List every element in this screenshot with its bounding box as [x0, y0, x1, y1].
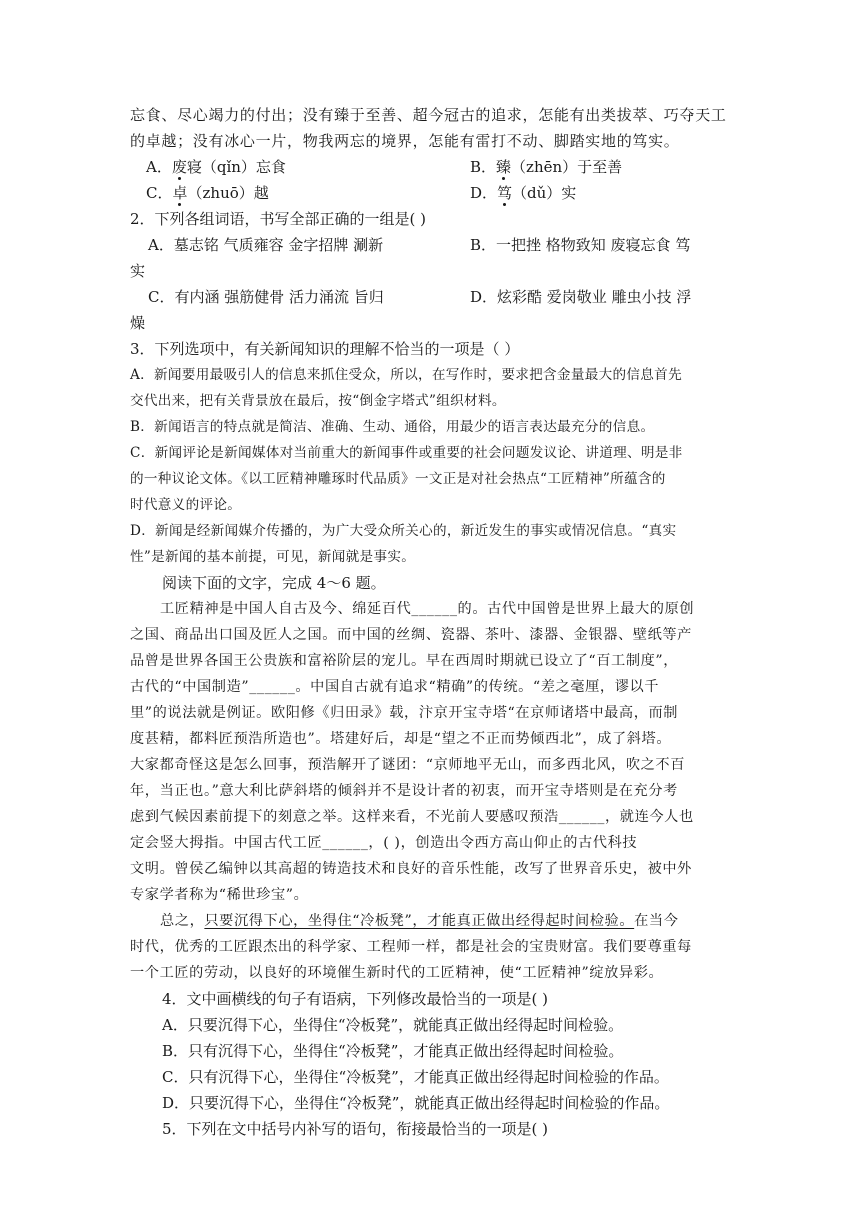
q2-option-b: B．一把挫 格物致知 废寝忘食 笃	[470, 236, 691, 254]
passage-line-2: 之国、商品出口国及匠人之国。而中国的丝绸、瓷器、茶叶、漆器、金银器、壁纸等产	[130, 627, 692, 643]
underlined-sentence: 只要沉得下心，坐得住“冷板凳”，才能真正做出经得起时间检验。	[204, 913, 635, 929]
q5-stem: 5．下列在文中括号内补写的语句，衔接最恰当的一项是( )	[162, 1120, 549, 1138]
q3-option-a-line-2: 交代出来，把有关背景放在最后，按“倒金字塔式”组织材料。	[130, 393, 506, 409]
q1-options-row-1	[130, 154, 730, 180]
passage-line-7: 大家都奇怪这是怎么回事，预浩解开了谜团：“京师地平无山，而多西北风，吹之不百	[130, 757, 685, 773]
passage-para2-line-2: 时代，优秀的工匠跟杰出的科学家、工程师一样，都是社会的宝贵财富。我们要尊重每	[130, 939, 692, 955]
passage-line-11: 文明。曾侯乙编钟以其高超的铸造技术和良好的音乐性能，改写了世界音乐史，被中外	[130, 861, 692, 877]
passage-line-12: 专家学者称为“稀世珍宝”。	[130, 887, 309, 903]
q2-option-c: C．有内涵 强筋健骨 活力涌流 旨归	[148, 288, 384, 306]
q2-options-row-1	[130, 232, 730, 258]
q4-option-b: B．只有沉得下心，坐得住“冷板凳”，才能真正做出经得起时间检验。	[162, 1042, 624, 1060]
q2-option-d-wrap: 燥	[130, 314, 146, 332]
emphasis-dot-char: 卓	[172, 184, 188, 202]
passage-line-6: 度甚精，都料匠预浩所造也”。塔建好后，却是“望之不正而势倾西北”，成了斜塔。	[130, 731, 672, 747]
q3-stem: 3．下列选项中，有关新闻知识的理解不恰当的一项是（ ）	[130, 340, 520, 358]
para2-lead: 总之，	[160, 913, 205, 929]
q4-option-d: D．只要沉得下心，坐得住“冷板凳”，就能真正做出经得起时间检验的作品。	[162, 1094, 670, 1112]
q3-option-c-line-1: C．新闻评论是新闻媒体对当前重大的新闻事件或重要的社会问题发议论、讲道理、明是非	[130, 445, 683, 461]
q3-option-b-line-1: B．新闻语言的特点就是简洁、准确、生动、通俗，用最少的语言表达最充分的信息。	[130, 419, 655, 435]
emphasis-dot-char: 臻	[496, 158, 512, 176]
q3-option-d-line-1: D．新闻是经新闻媒介传播的，为广大受众所关心的，新近发生的事实或情况信息。“真实	[130, 523, 677, 539]
reading-instruction: 阅读下面的文字，完成 4～6 题。	[162, 574, 386, 592]
q1-intro-line-1: 忘食、尽心竭力的付出；没有臻于至善、超今冠古的追求，怎能有出类拔萃、巧夺天工	[130, 106, 727, 124]
q1-options-row-2	[130, 180, 730, 206]
passage-line-8: 年，当正也。”意大利比萨斜塔的倾斜并不是设计者的初衷，而开宝寺塔则是在充分考	[130, 783, 678, 799]
q1-option-a: A．废寝（qǐn）忘食	[146, 158, 286, 176]
q1-option-b: B．臻（zhēn）于至善	[470, 158, 623, 176]
q1-option-c: C．卓（zhuō）越	[146, 184, 269, 202]
q2-options-row-2	[130, 284, 730, 310]
q3-option-c-line-3: 时代意义的评论。	[130, 497, 242, 513]
q2-stem: 2．下列各组词语，书写全部正确的一组是( )	[130, 210, 427, 228]
q2-option-b-wrap: 实	[130, 262, 146, 280]
q4-stem: 4．文中画横线的句子有语病，下列修改最恰当的一项是( )	[162, 990, 549, 1008]
emphasis-dot-char: 废	[171, 158, 187, 176]
passage-line-5: 里”的说法就是例证。欧阳修《归田录》载，汴京开宝寺塔“在京师诸塔中最高，而制	[130, 705, 679, 721]
q4-option-a: A．只要沉得下心，坐得住“冷板凳”，就能真正做出经得起时间检验。	[162, 1016, 624, 1034]
q3-option-a-line-1: A．新闻要用最吸引人的信息来抓住受众，所以，在写作时，要求把含金量最大的信息首先	[130, 367, 682, 383]
passage-line-10: 定会竖大拇指。中国古代工匠______，( )，创造出令西方高山仰止的古代科技	[130, 835, 638, 851]
passage-para2-line-1	[130, 908, 730, 934]
passage-line-3: 品曾是世界各国王公贵族和富裕阶层的宠儿。早在西周时期就已设立了“百工制度”，	[130, 653, 679, 669]
passage-line-4: 古代的“中国制造”______。中国自古就有追求“精确”的传统。“差之毫厘，谬以千	[130, 679, 660, 695]
q2-option-a: A．墓志铭 气质雍容 金字招牌 涮新	[148, 236, 384, 254]
emphasis-dot-char: 笃	[497, 184, 513, 202]
q4-option-c: C．只有沉得下心，坐得住“冷板凳”，才能真正做出经得起时间检验的作品。	[162, 1068, 669, 1086]
q3-option-c-line-2: 的一种议论文体。《以工匠精神雕琢时代品质》一文正是对社会热点“工匠精神”所蕴含的	[130, 471, 666, 487]
q2-option-d: D．炫彩酷 爱岗敬业 雕虫小技 浮	[470, 288, 692, 306]
q3-option-d-line-2: 性”是新闻的基本前提，可见，新闻就是事实。	[130, 549, 416, 565]
q1-option-d: D．笃（dǔ）实	[470, 184, 577, 202]
passage-line-9: 虑到气候因素前提下的刻意之举。这样来看，不光前人要感叹预浩______，就连今人也	[130, 809, 694, 825]
para2-tail: 在当今	[634, 913, 679, 929]
q1-intro-line-2: 的卓越；没有冰心一片，物我两忘的境界，怎能有雷打不动、脚踏实地的笃实。	[130, 132, 680, 150]
passage-line-1: 工匠精神是中国人自古及今、绵延百代______的。古代中国曾是世界上最大的原创	[160, 601, 695, 617]
passage-para2-line-3: 一个工匠的劳动，以良好的环境催生新时代的工匠精神，使“工匠精神”绽放异彩。	[130, 965, 664, 981]
document-page	[130, 102, 730, 1142]
